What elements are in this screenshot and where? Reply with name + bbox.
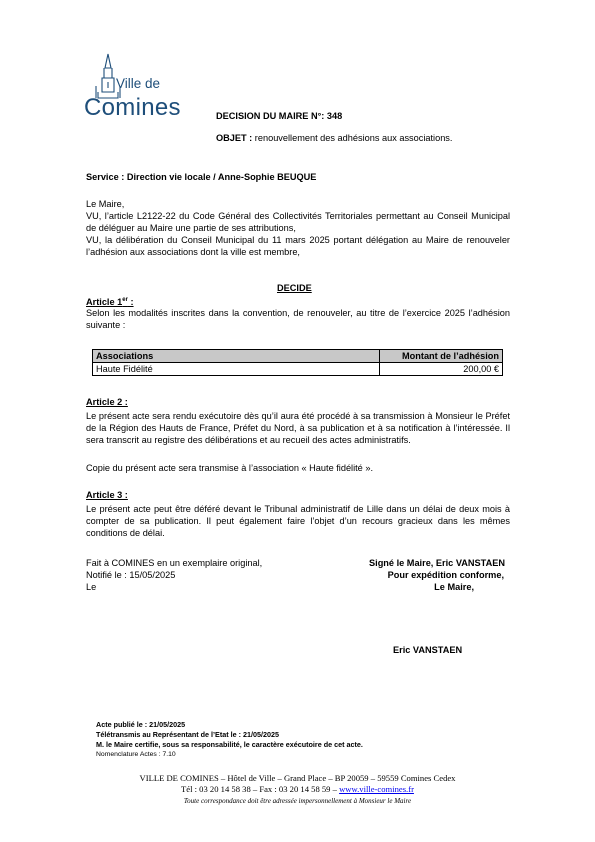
article-2-copy: Copie du présent acte sera transmise à l’association « Haute fidélité ». [86, 463, 374, 473]
acte-nomenclature: Nomenclature Actes : 7.10 [96, 751, 176, 758]
article-1-title [86, 294, 134, 308]
fait-a-text: Fait à COMINES en un exemplaire original, [86, 558, 263, 568]
acte-publie: Acte publié le : 21/05/2025 [96, 720, 186, 729]
article-1-label: Article 1 [86, 297, 123, 308]
article-3-text: Le présent acte peut être déféré devant le Tribunal administratif de Lille dans un délai de deux mois à compter de sa publication. Il peut également faire l’objet d’un recours gracieux dans les mêmes conditions de délai. [86, 504, 510, 538]
article-2-text: Le présent acte sera rendu exécutoire dès qu’il aura été procédé à sa transmission à Monsieur le Préfet de la Région des Hauts de France, Préfet du Nord, à sa publication et à sa notification à l’intéressée. Il sera transcrit au registre des délibérations et au recueil des actes administratifs. [86, 411, 510, 445]
signed-by-text: Signé le Maire, Eric VANSTAEN [369, 558, 505, 568]
acte-certifie: M. le Maire certifie, sous sa responsabilité, le caractère exécutoire de cet acte. [96, 740, 363, 749]
service-line: Service : Direction vie locale / Anne-Sophie BEUQUE [86, 172, 317, 182]
table-header-row [93, 350, 503, 363]
footer-phone-fax: Tél : 03 20 14 58 38 – Fax : 03 20 14 58 59 – [181, 784, 340, 794]
table-row [93, 363, 503, 376]
city-logo [84, 52, 184, 124]
objet-text: renouvellement des adhésions aux associations. [252, 133, 453, 143]
vu-paragraph-1: VU, l’article L2122-22 du Code Général des Collectivités Territoriales permettant au Conseil Municipal de déléguer au Maire une partie de ses attributions, [86, 211, 510, 233]
article-1-text: Selon les modalités inscrites dans la convention, de renouveler, au titre de l’exercice 2025 l’adhésion suivante : [86, 308, 510, 330]
acte-teletransmis: Télétransmis au Représentant de l’Etat le : 21/05/2025 [96, 730, 279, 739]
le-maire-text: Le Maire, [86, 199, 125, 209]
decision-number: DECISION DU MAIRE N°: 348 [216, 111, 343, 121]
logo-ville-text: Ville de [116, 76, 161, 91]
table-header-associations: Associations [93, 350, 380, 363]
mayor-name: Eric VANSTAEN [393, 645, 463, 655]
table-header-montant: Montant de l’adhésion [380, 350, 503, 363]
table-cell-association: Haute Fidélité [93, 363, 380, 376]
article-2-title: Article 2 : [86, 397, 128, 407]
associations-table [92, 349, 503, 376]
footer-address: VILLE DE COMINES – Hôtel de Ville – Grand Place – BP 20059 – 59559 Comines Cedex [139, 773, 456, 783]
objet-line [216, 132, 452, 144]
article-1-sup: er [122, 297, 128, 303]
objet-label: OBJET : [216, 133, 253, 143]
notifie-text: Notifié le : 15/05/2025 [86, 570, 176, 580]
footer-website-link[interactable]: www.ville-comines.fr [339, 784, 414, 794]
decide-heading: DECIDE [277, 283, 312, 293]
article-1-suffix: : [127, 297, 134, 308]
le-maire-signature: Le Maire, [434, 582, 474, 592]
article-3-title: Article 3 : [86, 490, 128, 500]
vu-paragraph-2: VU, la délibération du Conseil Municipal du 11 mars 2025 portant délégation au Maire de renouveler l’adhésion aux associations dont la ville est membre, [86, 235, 510, 257]
footer-correspondance: Toute correspondance doit être adressée impersonnellement à Monsieur le Maire [183, 797, 412, 805]
logo-comines-text: Comines [84, 94, 181, 121]
expedition-text: Pour expédition conforme, [387, 570, 504, 580]
le-text: Le [86, 582, 97, 592]
table-cell-montant: 200,00 € [380, 363, 503, 376]
footer-contact [0, 784, 595, 795]
